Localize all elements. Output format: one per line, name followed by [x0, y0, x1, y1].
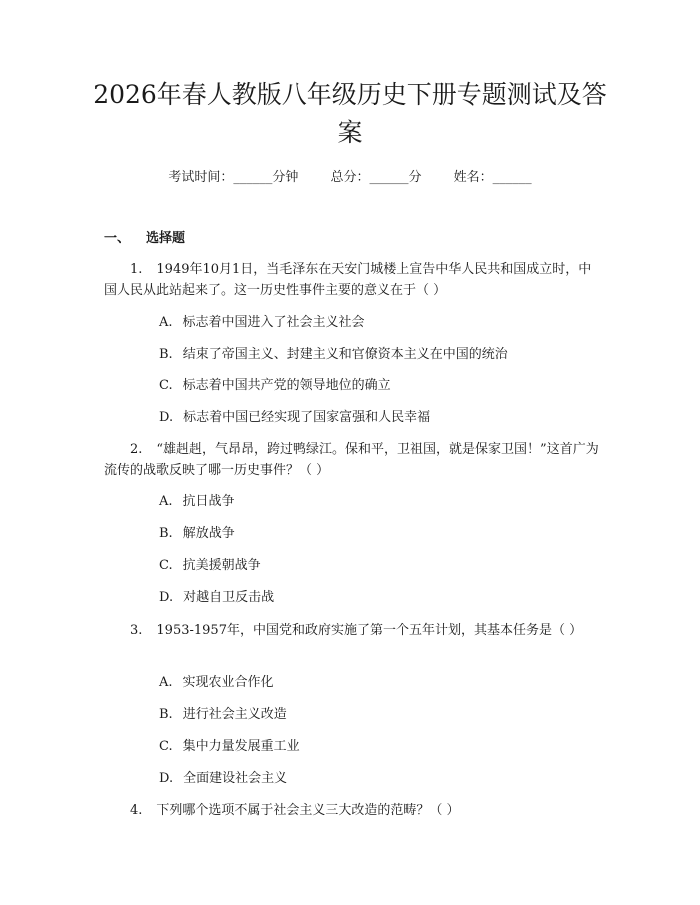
option-1b: [159, 345, 599, 365]
question-1: [104, 259, 600, 301]
question-4: [104, 800, 600, 821]
option-3c: [159, 737, 599, 757]
option-letter: C.: [159, 558, 173, 573]
option-2c: [159, 556, 599, 576]
document-title: 2026年春人教版八年级历史下册专题测试及答案: [93, 80, 607, 147]
question-number: 1.: [130, 262, 143, 277]
option-letter: B.: [159, 526, 173, 541]
option-text: 实现农业合作化: [182, 675, 274, 690]
question-text: 1949年10月1日，当毛泽东在天安门城楼上宣告中华人民共和国成立时，中国人民从此站起来了。这一历史性事件主要的意义在于（ ）: [104, 262, 592, 298]
question-text: 1953-1957年，中国党和政府实施了第一个五年计划，其基本任务是（ ）: [156, 623, 583, 638]
question-text: “雄赳赳，气昂昂，跨过鸭绿江。保和平，卫祖国，就是保家卫国！”这首广为流传的战歌反映了哪一历史事件？（ ）: [104, 442, 599, 478]
option-text: 全面建设社会主义: [183, 771, 288, 786]
option-letter: D.: [159, 771, 174, 786]
option-2a: [159, 492, 599, 512]
section-heading: [104, 229, 185, 249]
question-text: 下列哪个选项不属于社会主义三大改造的范畴？（ ）: [156, 803, 460, 818]
option-1d: [159, 408, 599, 428]
question-number: 4.: [130, 803, 143, 818]
question-number: 3.: [130, 623, 143, 638]
section-title: 选择题: [146, 231, 186, 246]
option-letter: B.: [159, 347, 173, 362]
section-number: 一、: [104, 231, 131, 246]
option-letter: A.: [159, 494, 173, 509]
student-name: 姓名：______: [453, 170, 532, 185]
option-letter: C.: [159, 739, 173, 754]
option-2d: [159, 588, 599, 608]
option-text: 对越自卫反击战: [183, 590, 275, 605]
option-text: 抗日战争: [182, 494, 235, 509]
option-text: 标志着中国已经实现了国家富强和人民幸福: [183, 410, 431, 425]
option-2b: [159, 524, 599, 544]
option-letter: D.: [159, 590, 174, 605]
question-number: 2.: [130, 442, 143, 457]
option-letter: A.: [159, 675, 173, 690]
option-text: 进行社会主义改造: [182, 707, 287, 722]
option-text: 结束了帝国主义、封建主义和官僚资本主义在中国的统治: [182, 347, 508, 362]
question-2: [104, 439, 600, 481]
option-3a: [159, 673, 599, 693]
question-3: [104, 620, 600, 641]
option-text: 标志着中国共产党的领导地位的确立: [182, 378, 391, 393]
exam-time: 考试时间：______分钟: [168, 170, 299, 185]
option-letter: B.: [159, 707, 173, 722]
option-text: 解放战争: [182, 526, 235, 541]
exam-total-score: 总分：______分: [330, 170, 422, 185]
option-text: 抗美援朝战争: [182, 558, 261, 573]
option-3d: [159, 769, 599, 789]
option-3b: [159, 705, 599, 725]
option-1c: [159, 376, 599, 396]
option-text: 集中力量发展重工业: [182, 739, 300, 754]
option-text: 标志着中国进入了社会主义社会: [182, 315, 365, 330]
exam-meta: [0, 168, 700, 188]
option-1a: [159, 313, 599, 333]
option-letter: D.: [159, 410, 174, 425]
option-letter: A.: [159, 315, 173, 330]
option-letter: C.: [159, 378, 173, 393]
